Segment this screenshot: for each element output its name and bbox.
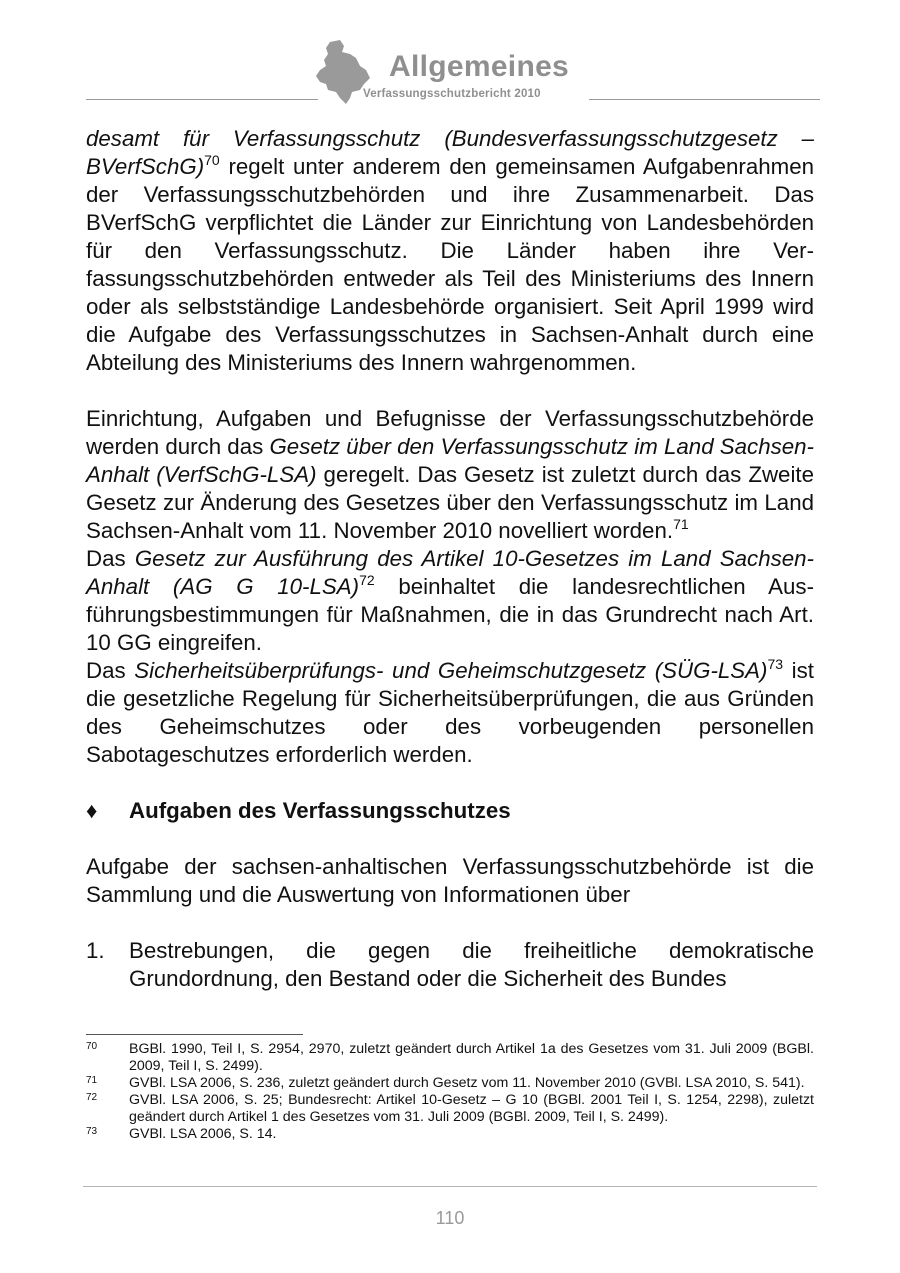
footnote-separator [86, 1034, 303, 1035]
law-reference: Gesetz über den Verfassungsschutz im Land Sachsen-Anhalt (VerfSchG-LSA) [86, 434, 814, 487]
footer-rule [83, 1186, 817, 1187]
footnote-number: 73 [86, 1126, 98, 1137]
law-reference: desamt für Verfassungsschutz (Bundesverfassungsschutzgesetz – BVerfSchG) [86, 126, 814, 179]
footnote-number: 72 [86, 1092, 98, 1103]
footnote-text: GVBl. LSA 2006, S. 25; Bundesrecht: Artikel 10-Gesetz – G 10 (BGBl. 2001 Teil I, S. 1254, 2298), zuletzt geändert durch Artikel 1 des Gesetzes vom 31. Juli 2009 (BGBl. 2009, Teil I, S. 2499). [129, 1092, 814, 1125]
footnote [86, 1075, 814, 1092]
list-number: 1. [86, 938, 105, 963]
section-heading-text: Aufgaben des Verfassungsschutzes [129, 798, 511, 823]
page-header [0, 0, 900, 110]
footnote-text: BGBl. 1990, Teil I, S. 2954, 2970, zuletzt geändert durch Artikel 1a des Gesetzes vom 31. Juli 2009 (BGBl. 2009, Teil I, S. 2499). [129, 1041, 814, 1074]
footnote-number: 70 [86, 1041, 98, 1052]
header-rule-right [589, 99, 820, 100]
diamond-bullet-icon: ♦ [86, 798, 98, 823]
list-item [86, 937, 814, 993]
paragraph-1: desamt für Verfassungsschutz (Bundesverfassungsschutzgesetz – BVerfSchG)$^{70}$ regelt unter anderem den gemeinsamen Aufgabenrahmen der Verfassungsschutzbehörden und ihre Zusammenarbeit. Das BVerfSchG verpflichtet die Länder zur Einrichtung von Landesbehörden für den Verfassungsschutz. Die Länder haben ihre Verfassungsschutzbehörden entweder als Teil des Ministeriums des Innern oder als selbstständige Landesbehörde organisiert. Seit April 1999 wird die Aufgabe des Verfassungsschutzes in Sachsen-Anhalt durch eine Abteilung des Ministeriums des Innern wahrgenommen. [86, 126, 814, 375]
law-reference: Sicherheitsüberprüfungs- und Geheimschutzgesetz (SÜG-LSA) [134, 658, 768, 683]
section-heading [86, 797, 814, 825]
paragraph-2: Einrichtung, Aufgaben und Befugnisse der Verfassungsschutzbehörde werden durch das Gesetz über den Verfassungsschutz im Land Sachsen-Anhalt (VerfSchG-LSA) geregelt. Das Gesetz ist zuletzt durch das Zweite Gesetz zur Änderung des Gesetzes über den Verfassungsschutz im Land Sachsen-Anhalt vom 11. November 2010 novelliert worden.$^{71}$ [86, 406, 815, 543]
law-reference: Gesetz zur Ausführung des Artikel 10-Gesetzes im Land Sachsen-Anhalt (AG G 10-LSA) [86, 546, 814, 599]
footnote [86, 1092, 814, 1126]
header-rule-left [86, 99, 318, 100]
paragraph-3: Das Gesetz zur Ausführung des Artikel 10-Gesetzes im Land Sachsen-Anhalt (AG G 10-LSA)$^{72}$ beinhaltet die landesrechtlichen Ausführungsbestimmungen für Maßnahmen, die in das Grundrecht nach Art. 10 GG eingreifen. [86, 546, 814, 655]
list-text: Bestrebungen, die gegen die freiheitliche demokratische Grundordnung, den Bestand oder die Sicherheit des Bundes [129, 938, 814, 991]
main-content [86, 125, 814, 993]
footnote-number: 71 [86, 1075, 98, 1086]
footnote-ref-72: 72 [359, 572, 375, 588]
header-title: Allgemeines [389, 50, 570, 83]
footnote-ref-70: 70 [204, 152, 220, 168]
footnote-ref-71: 71 [673, 516, 689, 532]
footnote-ref-73: 73 [767, 656, 784, 672]
footnotes [86, 1041, 814, 1143]
header-subtitle: Verfassungsschutzbericht 2010 [363, 88, 541, 100]
paragraph-5: Aufgabe der sachsen-anhaltischen Verfassungsschutzbehörde ist die Sammlung und die Auswertung von Informationen über [86, 854, 814, 907]
page-number: 110 [435, 1208, 465, 1228]
footnote-text: GVBl. LSA 2006, S. 236, zuletzt geändert durch Gesetz vom 11. November 2010 (GVBl. LSA 2010, S. 541). [129, 1075, 805, 1091]
footnote-text: GVBl. LSA 2006, S. 14. [129, 1126, 277, 1142]
footnote [86, 1126, 814, 1143]
paragraph-4: Das Sicherheitsüberprüfungs- und Geheimschutzgesetz (SÜG-LSA)$^{73}$ ist die gesetzliche Regelung für Sicherheitsüberprüfungen, die aus Gründen des Geheimschutzes oder des vorbeugenden personellen Sabotageschutzes erforderlich werden. [86, 656, 814, 767]
footnote [86, 1041, 814, 1075]
